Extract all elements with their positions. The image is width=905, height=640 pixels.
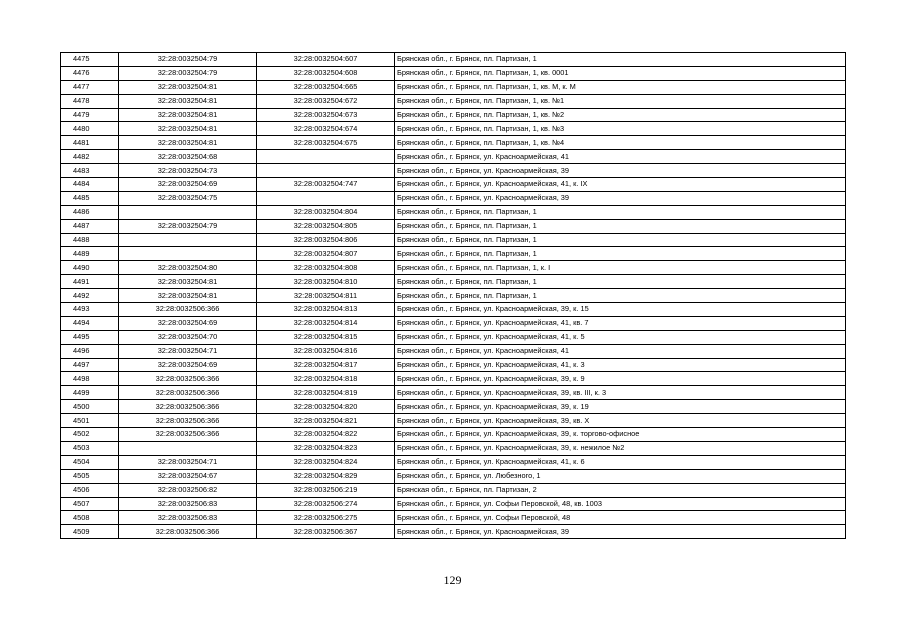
address-cell: Брянская обл., г. Брянск, ул. Софьи Перовской, 48 [395,511,846,525]
table-row [61,497,846,511]
parcel-cadastral-cell: 32:28:0032504:75 [119,191,257,205]
parcel-cadastral-cell: 32:28:0032504:73 [119,164,257,178]
object-cadastral-cell: 32:28:0032506:275 [257,511,395,525]
parcel-cadastral-cell: 32:28:0032506:366 [119,428,257,442]
parcel-cadastral-cell: 32:28:0032504:80 [119,261,257,275]
address-cell: Брянская обл., г. Брянск, пл. Партизан, 1 [395,289,846,303]
object-cadastral-cell: 32:28:0032504:822 [257,428,395,442]
table-row [61,191,846,205]
row-number-cell: 4499 [61,386,119,400]
object-cadastral-cell: 32:28:0032504:813 [257,303,395,317]
row-number-cell: 4486 [61,205,119,219]
address-cell: Брянская обл., г. Брянск, ул. Красноармейская, 39, к. торгово-офисное [395,428,846,442]
parcel-cadastral-cell: 32:28:0032504:81 [119,275,257,289]
parcel-cadastral-cell: 32:28:0032506:366 [119,386,257,400]
parcel-cadastral-cell: 32:28:0032504:79 [119,66,257,80]
object-cadastral-cell: 32:28:0032504:823 [257,441,395,455]
object-cadastral-cell: 32:28:0032504:818 [257,372,395,386]
address-cell: Брянская обл., г. Брянск, ул. Красноармейская, 41, к. 5 [395,330,846,344]
parcel-cadastral-cell [119,247,257,261]
table-row [61,150,846,164]
table-row [61,164,846,178]
address-cell: Брянская обл., г. Брянск, пл. Партизан, 1, кв. №2 [395,108,846,122]
address-cell: Брянская обл., г. Брянск, пл. Партизан, 1 [395,219,846,233]
address-cell: Брянская обл., г. Брянск, ул. Красноармейская, 41, кв. 7 [395,316,846,330]
table-body [61,53,846,539]
parcel-cadastral-cell [119,233,257,247]
table-row [61,330,846,344]
parcel-cadastral-cell [119,205,257,219]
object-cadastral-cell: 32:28:0032504:821 [257,414,395,428]
address-cell: Брянская обл., г. Брянск, ул. Красноармейская, 39, кв. X [395,414,846,428]
table-row [61,344,846,358]
table-row [61,414,846,428]
object-cadastral-cell [257,150,395,164]
object-cadastral-cell: 32:28:0032504:807 [257,247,395,261]
object-cadastral-cell: 32:28:0032504:673 [257,108,395,122]
object-cadastral-cell: 32:28:0032504:814 [257,316,395,330]
row-number-cell: 4482 [61,150,119,164]
parcel-cadastral-cell: 32:28:0032504:81 [119,136,257,150]
parcel-cadastral-cell: 32:28:0032504:69 [119,316,257,330]
row-number-cell: 4488 [61,233,119,247]
object-cadastral-cell: 32:28:0032504:665 [257,80,395,94]
row-number-cell: 4500 [61,400,119,414]
object-cadastral-cell: 32:28:0032504:811 [257,289,395,303]
object-cadastral-cell: 32:28:0032506:219 [257,483,395,497]
table-row [61,316,846,330]
row-number-cell: 4480 [61,122,119,136]
object-cadastral-cell: 32:28:0032504:608 [257,66,395,80]
address-cell: Брянская обл., г. Брянск, пл. Партизан, 1 [395,247,846,261]
object-cadastral-cell [257,164,395,178]
parcel-cadastral-cell: 32:28:0032506:366 [119,372,257,386]
table-row [61,136,846,150]
address-cell: Брянская обл., г. Брянск, пл. Партизан, 1, к. I [395,261,846,275]
object-cadastral-cell: 32:28:0032504:674 [257,122,395,136]
parcel-cadastral-cell: 32:28:0032504:70 [119,330,257,344]
page-number: 129 [443,573,462,587]
row-number-cell: 4494 [61,316,119,330]
row-number-cell: 4509 [61,525,119,539]
address-cell: Брянская обл., г. Брянск, пл. Партизан, 1, кв. 0001 [395,66,846,80]
row-number-cell: 4485 [61,191,119,205]
parcel-cadastral-cell: 32:28:0032506:83 [119,497,257,511]
table-row [61,205,846,219]
object-cadastral-cell: 32:28:0032504:815 [257,330,395,344]
parcel-cadastral-cell: 32:28:0032504:67 [119,469,257,483]
object-cadastral-cell: 32:28:0032504:747 [257,178,395,192]
parcel-cadastral-cell: 32:28:0032506:366 [119,303,257,317]
address-cell: Брянская обл., г. Брянск, ул. Красноармейская, 39, к. 9 [395,372,846,386]
parcel-cadastral-cell: 32:28:0032504:69 [119,358,257,372]
table-row [61,386,846,400]
address-cell: Брянская обл., г. Брянск, пл. Партизан, 2 [395,483,846,497]
row-number-cell: 4497 [61,358,119,372]
table-row [61,428,846,442]
table-row [61,455,846,469]
object-cadastral-cell: 32:28:0032506:367 [257,525,395,539]
parcel-cadastral-cell: 32:28:0032504:79 [119,53,257,67]
address-cell: Брянская обл., г. Брянск, пл. Партизан, 1, кв. №3 [395,122,846,136]
row-number-cell: 4487 [61,219,119,233]
parcel-cadastral-cell: 32:28:0032504:79 [119,219,257,233]
object-cadastral-cell: 32:28:0032504:804 [257,205,395,219]
parcel-cadastral-cell: 32:28:0032506:83 [119,511,257,525]
table-row [61,108,846,122]
cadastral-table [60,52,846,539]
table-row [61,219,846,233]
address-cell: Брянская обл., г. Брянск, ул. Красноармейская, 39, к. нежилое №2 [395,441,846,455]
row-number-cell: 4489 [61,247,119,261]
row-number-cell: 4495 [61,330,119,344]
address-cell: Брянская обл., г. Брянск, пл. Партизан, 1 [395,233,846,247]
parcel-cadastral-cell: 32:28:0032506:366 [119,525,257,539]
row-number-cell: 4496 [61,344,119,358]
row-number-cell: 4504 [61,455,119,469]
table-row [61,275,846,289]
table-row [61,94,846,108]
object-cadastral-cell: 32:28:0032504:675 [257,136,395,150]
address-cell: Брянская обл., г. Брянск, пл. Партизан, 1, кв. №4 [395,136,846,150]
parcel-cadastral-cell: 32:28:0032504:71 [119,455,257,469]
row-number-cell: 4493 [61,303,119,317]
row-number-cell: 4503 [61,441,119,455]
parcel-cadastral-cell: 32:28:0032504:81 [119,108,257,122]
row-number-cell: 4481 [61,136,119,150]
object-cadastral-cell [257,191,395,205]
row-number-cell: 4475 [61,53,119,67]
object-cadastral-cell: 32:28:0032504:607 [257,53,395,67]
row-number-cell: 4477 [61,80,119,94]
row-number-cell: 4479 [61,108,119,122]
table-row [61,261,846,275]
address-cell: Брянская обл., г. Брянск, ул. Красноармейская, 39, к. 19 [395,400,846,414]
row-number-cell: 4501 [61,414,119,428]
address-cell: Брянская обл., г. Брянск, ул. Красноармейская, 41, к. IX [395,178,846,192]
address-cell: Брянская обл., г. Брянск, ул. Красноармейская, 39, кв. III, к. 3 [395,386,846,400]
table-row [61,303,846,317]
table-row [61,483,846,497]
row-number-cell: 4478 [61,94,119,108]
parcel-cadastral-cell: 32:28:0032504:68 [119,150,257,164]
object-cadastral-cell: 32:28:0032504:820 [257,400,395,414]
table-row [61,233,846,247]
parcel-cadastral-cell: 32:28:0032506:82 [119,483,257,497]
parcel-cadastral-cell: 32:28:0032504:81 [119,80,257,94]
address-cell: Брянская обл., г. Брянск, ул. Любезного, 1 [395,469,846,483]
object-cadastral-cell: 32:28:0032504:672 [257,94,395,108]
address-cell: Брянская обл., г. Брянск, ул. Красноармейская, 41, к. 3 [395,358,846,372]
table-row [61,53,846,67]
table-row [61,372,846,386]
address-cell: Брянская обл., г. Брянск, пл. Партизан, 1 [395,205,846,219]
address-cell: Брянская обл., г. Брянск, пл. Партизан, 1, кв. №1 [395,94,846,108]
address-cell: Брянская обл., г. Брянск, ул. Красноармейская, 41 [395,344,846,358]
table-row [61,247,846,261]
object-cadastral-cell: 32:28:0032504:816 [257,344,395,358]
row-number-cell: 4483 [61,164,119,178]
parcel-cadastral-cell: 32:28:0032504:69 [119,178,257,192]
table-row [61,122,846,136]
row-number-cell: 4484 [61,178,119,192]
row-number-cell: 4507 [61,497,119,511]
table-row [61,289,846,303]
address-cell: Брянская обл., г. Брянск, ул. Красноармейская, 39 [395,191,846,205]
row-number-cell: 4498 [61,372,119,386]
object-cadastral-cell: 32:28:0032506:274 [257,497,395,511]
address-cell: Брянская обл., г. Брянск, ул. Красноармейская, 39 [395,525,846,539]
parcel-cadastral-cell: 32:28:0032504:81 [119,122,257,136]
address-cell: Брянская обл., г. Брянск, ул. Красноармейская, 41, к. 6 [395,455,846,469]
address-cell: Брянская обл., г. Брянск, пл. Партизан, 1, кв. М, к. М [395,80,846,94]
parcel-cadastral-cell: 32:28:0032506:366 [119,414,257,428]
parcel-cadastral-cell [119,441,257,455]
table-row [61,511,846,525]
table-row [61,400,846,414]
row-number-cell: 4476 [61,66,119,80]
row-number-cell: 4490 [61,261,119,275]
row-number-cell: 4491 [61,275,119,289]
row-number-cell: 4505 [61,469,119,483]
object-cadastral-cell: 32:28:0032504:824 [257,455,395,469]
object-cadastral-cell: 32:28:0032504:808 [257,261,395,275]
object-cadastral-cell: 32:28:0032504:819 [257,386,395,400]
address-cell: Брянская обл., г. Брянск, ул. Красноармейская, 39, к. 15 [395,303,846,317]
address-cell: Брянская обл., г. Брянск, пл. Партизан, 1 [395,53,846,67]
table-row [61,178,846,192]
object-cadastral-cell: 32:28:0032504:810 [257,275,395,289]
table-row [61,80,846,94]
parcel-cadastral-cell: 32:28:0032504:71 [119,344,257,358]
address-cell: Брянская обл., г. Брянск, ул. Красноармейская, 41 [395,150,846,164]
row-number-cell: 4502 [61,428,119,442]
table-row [61,441,846,455]
table-row [61,358,846,372]
object-cadastral-cell: 32:28:0032504:829 [257,469,395,483]
parcel-cadastral-cell: 32:28:0032506:366 [119,400,257,414]
parcel-cadastral-cell: 32:28:0032504:81 [119,94,257,108]
table-row [61,469,846,483]
row-number-cell: 4492 [61,289,119,303]
parcel-cadastral-cell: 32:28:0032504:81 [119,289,257,303]
row-number-cell: 4506 [61,483,119,497]
table-row [61,525,846,539]
object-cadastral-cell: 32:28:0032504:806 [257,233,395,247]
address-cell: Брянская обл., г. Брянск, ул. Софьи Перовской, 48, кв. 1003 [395,497,846,511]
address-cell: Брянская обл., г. Брянск, пл. Партизан, 1 [395,275,846,289]
table-row [61,66,846,80]
object-cadastral-cell: 32:28:0032504:817 [257,358,395,372]
address-cell: Брянская обл., г. Брянск, ул. Красноармейская, 39 [395,164,846,178]
object-cadastral-cell: 32:28:0032504:805 [257,219,395,233]
row-number-cell: 4508 [61,511,119,525]
